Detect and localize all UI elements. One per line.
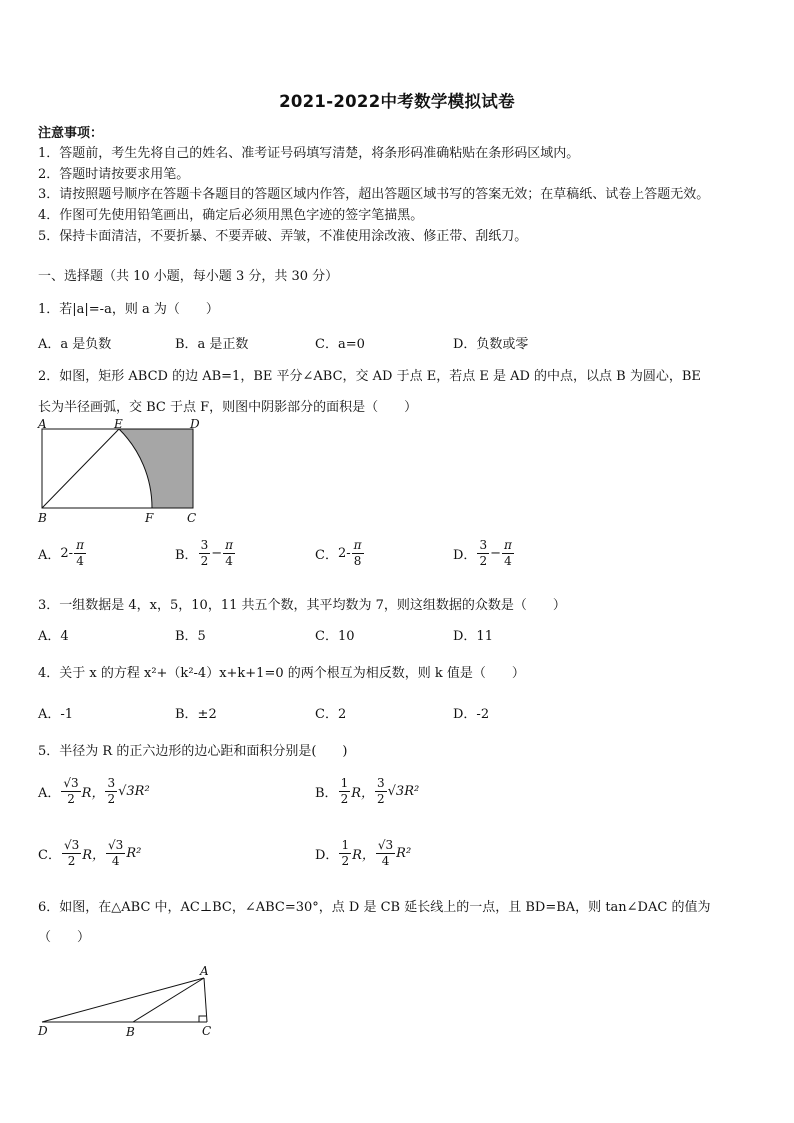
q3-stem: 3．一组数据是 4，x，5，10，11 共五个数，其平均数为 7，则这组数据的众数是（ ） — [38, 598, 566, 613]
q2-label-c: C — [187, 511, 197, 525]
q6-right-angle-mark — [199, 1016, 206, 1022]
q6-label-a: A — [200, 964, 209, 978]
q3-option-a: A．4 — [38, 629, 69, 644]
q5-option-b: B． $\frac{1}{2}$ R， $\frac{3}{2}$ √3R² — [315, 776, 420, 806]
q6-segment-ba — [133, 978, 204, 1022]
notice-heading: 注意事项： — [38, 126, 104, 141]
q2-label-d: D — [190, 418, 200, 431]
q6-label-c: C — [202, 1024, 212, 1038]
q1-option-d: D．负数或零 — [453, 337, 529, 352]
q1-option-b: B．a 是正数 — [175, 337, 249, 352]
notice-item-3: 3．请按照题号顺序在答题卡各题目的答题区域内作答，超出答题区域书写的答案无效；在草稿纸、试卷上答题无效。 — [38, 187, 710, 202]
q2-option-b: B． $\frac{3}{2}$ − $\frac{\pi}{4}$ — [175, 538, 233, 568]
q6-stem-line2: （ ） — [38, 930, 91, 945]
q2-rectangle-figure — [34, 418, 209, 526]
q2-option-a: A． 2- $\frac{\pi}{4}$ — [38, 538, 84, 568]
q1-stem: 1．若|a|=-a，则 a 为（ ） — [38, 302, 219, 317]
notice-item-1: 1．答题前，考生先将自己的姓名、准考证号码填写清楚，将条形码准确粘贴在条形码区域内。 — [38, 146, 580, 161]
q4-option-d: D．-2 — [453, 707, 490, 722]
exam-title: 2021-2022中考数学模拟试卷 — [279, 92, 515, 111]
q3-option-d: D．11 — [453, 629, 493, 644]
q6-label-d: D — [38, 1024, 48, 1038]
notice-item-5: 5．保持卡面清洁，不要折暴、不要弄破、弄皱，不准使用涂改液、修正带、刮纸刀。 — [38, 229, 528, 244]
q1-option-a: A．a 是负数 — [38, 337, 112, 352]
q2-stem-line1: 2．如图，矩形 ABCD 的边 AB=1，BE 平分∠ABC，交 AD 于点 E，若点 E 是 AD 的中点，以点 B 为圆心，BE — [38, 369, 701, 384]
q3-option-b: B．5 — [175, 629, 206, 644]
q4-stem: 4．关于 x 的方程 x²+（k²-4）x+k+1=0 的两个根互为相反数，则 k 值是（ ） — [38, 666, 525, 681]
q4-option-a: A．-1 — [38, 707, 74, 722]
q6-segment-ac — [204, 978, 207, 1022]
q6-label-b: B — [126, 1025, 135, 1039]
q2-label-b: B — [38, 511, 47, 525]
section-heading: 一、选择题（共 10 小题，每小题 3 分，共 30 分） — [38, 269, 339, 284]
q5-option-a: A． $\frac{√3}{2}$ R， $\frac{3}{2}$ √3R² — [38, 776, 150, 806]
q4-option-b: B．±2 — [175, 707, 217, 722]
q6-segment-da — [42, 978, 204, 1022]
q2-segment-be — [42, 429, 119, 508]
q2-label-a: A — [38, 418, 47, 431]
q6-stem-line1: 6．如图，在△ABC 中，AC⊥BC，∠ABC=30°，点 D 是 CB 延长线上的一点，且 BD=BA，则 tan∠DAC 的值为 — [38, 900, 711, 915]
q3-option-c: C．10 — [315, 629, 355, 644]
q5-option-c: C． $\frac{√3}{2}$ R， $\frac{√3}{4}$ R² — [38, 838, 142, 868]
q5-option-d: D． $\frac{1}{2}$ R， $\frac{√3}{4}$ R² — [315, 838, 412, 868]
q2-stem-line2: 长为半径画弧，交 BC 于点 F，则图中阴影部分的面积是（ ） — [38, 400, 418, 415]
q2-option-c: C． 2- $\frac{\pi}{8}$ — [315, 538, 362, 568]
notice-item-4: 4．作图可先使用铅笔画出，确定后必须用黑色字迹的签字笔描黑。 — [38, 208, 424, 223]
q2-shaded-region — [119, 429, 193, 508]
q4-option-c: C．2 — [315, 707, 347, 722]
q6-triangle-figure — [34, 962, 224, 1042]
notice-item-2: 2．答题时请按要求用笔。 — [38, 167, 190, 182]
q2-option-d: D． $\frac{3}{2}$ − $\frac{\pi}{4}$ — [453, 538, 512, 568]
q5-stem: 5．半径为 R 的正六边形的边心距和面积分别是( ) — [38, 744, 348, 759]
q1-option-c: C．a=0 — [315, 337, 365, 352]
q2-label-f: F — [145, 511, 154, 525]
q2-label-e: E — [114, 418, 123, 431]
